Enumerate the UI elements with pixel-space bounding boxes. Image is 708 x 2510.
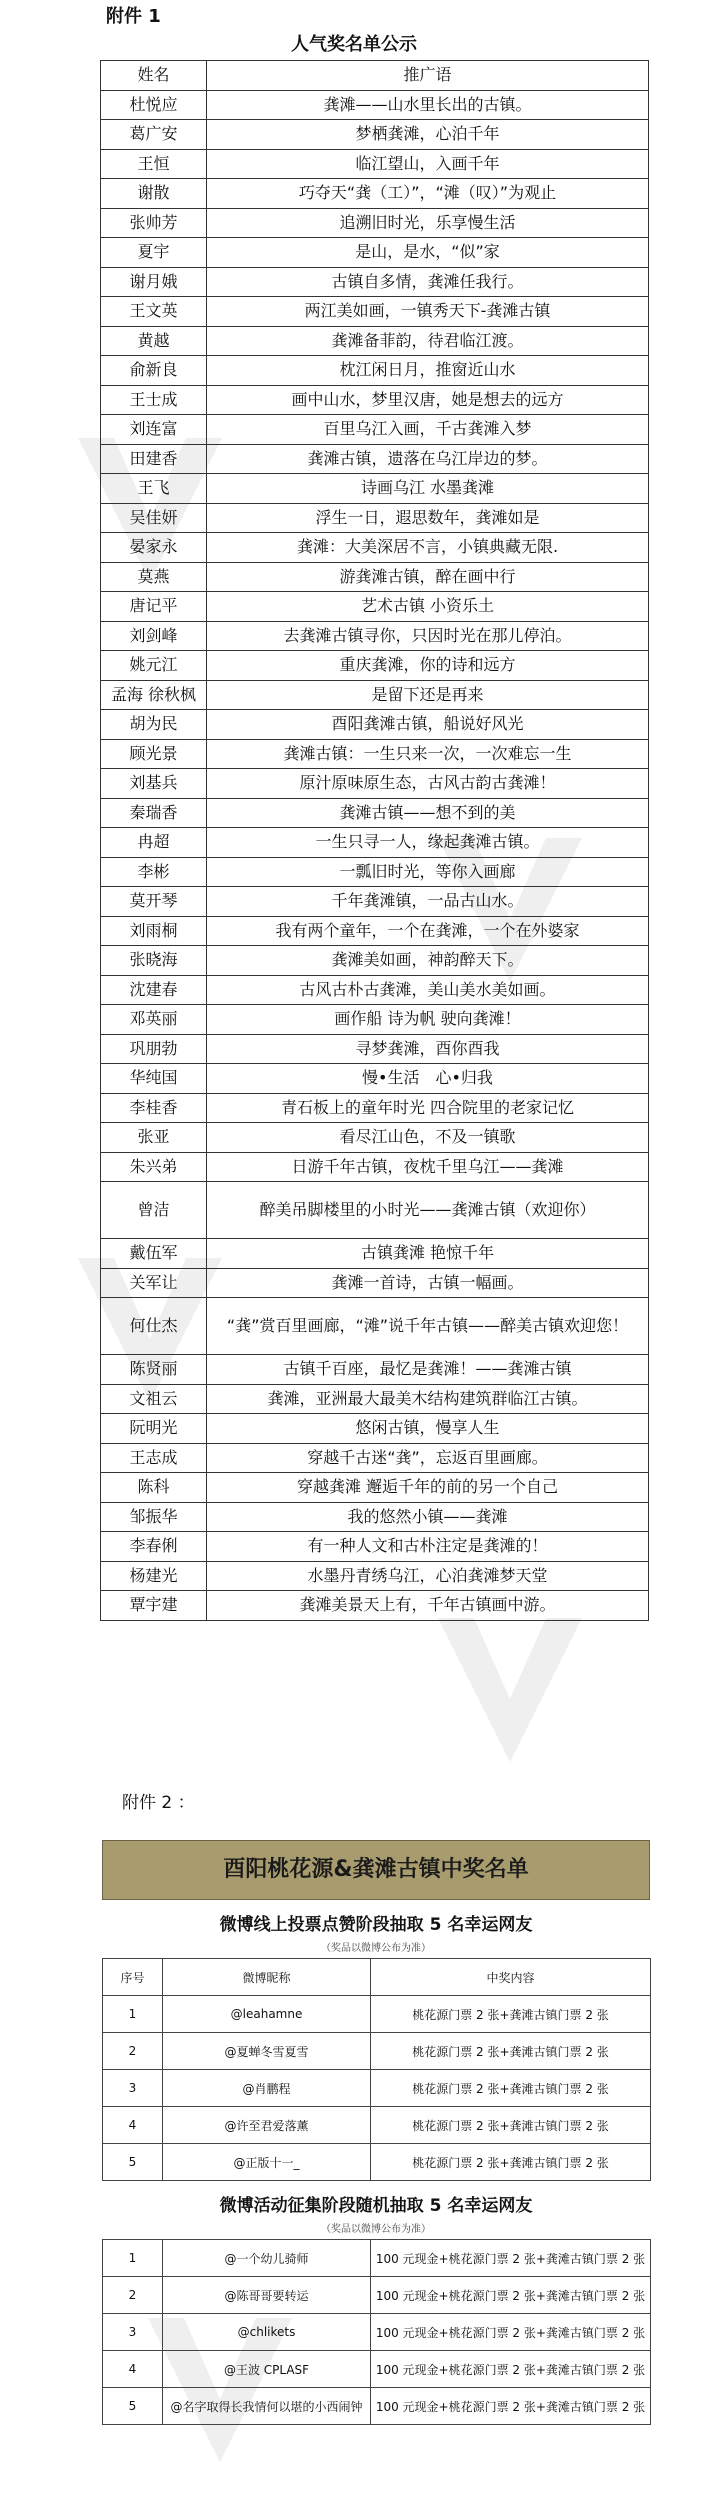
slogan-cell: 追溯旧时光，乐享慢生活 bbox=[207, 208, 649, 238]
table-row bbox=[101, 1005, 649, 1035]
slogan-cell: 枕江闲日月，推窗近山水 bbox=[207, 356, 649, 386]
slogan-cell: “龚”赏百里画廊，“滩”说千年古镇——醉美古镇欢迎您！ bbox=[207, 1298, 649, 1355]
section2-title: 微博活动征集阶段随机抽取 5 名幸运网友 bbox=[219, 2196, 533, 2216]
table-row bbox=[101, 562, 649, 592]
slogan-cell: 我的悠然小镇——龚滩 bbox=[207, 1502, 649, 1532]
table-row bbox=[103, 2144, 651, 2181]
slogan-cell: 日游千年古镇，夜枕千里乌江——龚滩 bbox=[207, 1152, 649, 1182]
table-row bbox=[103, 2314, 651, 2351]
slogan-cell: 去龚滩古镇寻你，只因时光在那儿停泊。 bbox=[207, 621, 649, 651]
name-cell: 葛广安 bbox=[101, 120, 207, 150]
table-row bbox=[101, 1473, 649, 1503]
slogan-cell: 一生只寻一人，缘起龚滩古镇。 bbox=[207, 828, 649, 858]
table-row bbox=[101, 385, 649, 415]
slogan-cell: 穿越龚滩 邂逅千年的前的另一个自己 bbox=[207, 1473, 649, 1503]
name-cell: 夏宇 bbox=[101, 238, 207, 268]
name-cell: 邹振华 bbox=[101, 1502, 207, 1532]
name-cell: 杨建光 bbox=[101, 1561, 207, 1591]
attachment1-label: 附件 1 bbox=[106, 6, 161, 27]
prize-cell: 桃花源门票 2 张+龚滩古镇门票 2 张 bbox=[371, 2107, 651, 2144]
name-cell: 文祖云 bbox=[101, 1384, 207, 1414]
section1-title: 微博线上投票点赞阶段抽取 5 名幸运网友 bbox=[219, 1915, 533, 1935]
slogan-column-header: 推广语 bbox=[207, 61, 649, 91]
slogan-cell: 龚滩：大美深居不言，小镇典藏无限. bbox=[207, 533, 649, 563]
nickname-cell: @正版十一_ bbox=[163, 2144, 371, 2181]
nickname-cell: @许至君爱落薰 bbox=[163, 2107, 371, 2144]
name-cell: 莫燕 bbox=[101, 562, 207, 592]
name-cell: 何仕杰 bbox=[101, 1298, 207, 1355]
watermark-logo-icon bbox=[420, 1600, 600, 1780]
slogan-cell: 龚滩古镇：一生只来一次，一次难忘一生 bbox=[207, 739, 649, 769]
slogan-cell: 古镇自多情，龚滩任我行。 bbox=[207, 267, 649, 297]
nickname-cell: @肖鹏程 bbox=[163, 2070, 371, 2107]
name-cell: 田建香 bbox=[101, 444, 207, 474]
name-cell: 王文英 bbox=[101, 297, 207, 327]
name-cell: 沈建春 bbox=[101, 975, 207, 1005]
number-cell: 1 bbox=[103, 2240, 163, 2277]
table-row bbox=[101, 1384, 649, 1414]
number-cell: 5 bbox=[103, 2144, 163, 2181]
section1-table bbox=[102, 1958, 651, 2181]
name-cell: 王恒 bbox=[101, 149, 207, 179]
name-cell: 俞新良 bbox=[101, 356, 207, 386]
table-row bbox=[101, 592, 649, 622]
table-row bbox=[101, 1502, 649, 1532]
slogan-cell: 龚滩备菲韵，待君临江渡。 bbox=[207, 326, 649, 356]
slogan-cell: 艺术古镇 小资乐土 bbox=[207, 592, 649, 622]
nickname-cell: @名字取得长我情何以堪的小西闹钟 bbox=[163, 2388, 371, 2425]
name-cell: 吴佳妍 bbox=[101, 503, 207, 533]
table-row bbox=[101, 739, 649, 769]
slogan-cell: 梦栖龚滩，心泊千年 bbox=[207, 120, 649, 150]
table-row bbox=[101, 798, 649, 828]
slogan-cell: 慢•生活 心•归我 bbox=[207, 1064, 649, 1094]
number-cell: 4 bbox=[103, 2351, 163, 2388]
table-row bbox=[101, 238, 649, 268]
prize-cell: 100 元现金+桃花源门票 2 张+龚滩古镇门票 2 张 bbox=[371, 2277, 651, 2314]
slogan-cell: 巧夺天“龚（工）”，“滩（叹）”为观止 bbox=[207, 179, 649, 209]
slogan-cell: 龚滩古镇，遗落在乌江岸边的梦。 bbox=[207, 444, 649, 474]
slogan-cell: 两江美如画，一镇秀天下-龚滩古镇 bbox=[207, 297, 649, 327]
table-row bbox=[101, 621, 649, 651]
table-row bbox=[101, 1239, 649, 1269]
table-row bbox=[101, 179, 649, 209]
slogan-cell: 青石板上的童年时光 四合院里的老家记忆 bbox=[207, 1093, 649, 1123]
table-row bbox=[101, 946, 649, 976]
prize-cell: 桃花源门票 2 张+龚滩古镇门票 2 张 bbox=[371, 2144, 651, 2181]
slogan-cell: 诗画乌江 水墨龚滩 bbox=[207, 474, 649, 504]
table-row bbox=[101, 1355, 649, 1385]
slogan-cell: 龚滩美景天上有，千年古镇画中游。 bbox=[207, 1591, 649, 1621]
slogan-cell: 千年龚滩镇，一品古山水。 bbox=[207, 887, 649, 917]
name-cell: 刘雨桐 bbox=[101, 916, 207, 946]
number-cell: 2 bbox=[103, 2033, 163, 2070]
table-row bbox=[103, 2070, 651, 2107]
slogan-cell: 是留下还是再来 bbox=[207, 680, 649, 710]
winners-list-panel bbox=[102, 1840, 650, 2425]
table-row bbox=[101, 1443, 649, 1473]
prize-cell: 100 元现金+桃花源门票 2 张+龚滩古镇门票 2 张 bbox=[371, 2240, 651, 2277]
table-row bbox=[103, 2388, 651, 2425]
slogan-cell: 龚滩美如画，神韵醉天下。 bbox=[207, 946, 649, 976]
name-cell: 秦瑞香 bbox=[101, 798, 207, 828]
name-cell: 李桂香 bbox=[101, 1093, 207, 1123]
name-cell: 邓英丽 bbox=[101, 1005, 207, 1035]
slogan-cell: 龚滩——山水里长出的古镇。 bbox=[207, 90, 649, 120]
name-cell: 胡为民 bbox=[101, 710, 207, 740]
nickname-cell: @leahamne bbox=[163, 1996, 371, 2033]
table-row bbox=[101, 1093, 649, 1123]
table-row bbox=[101, 680, 649, 710]
table-header-row bbox=[101, 61, 649, 91]
name-cell: 张亚 bbox=[101, 1123, 207, 1153]
name-cell: 黄越 bbox=[101, 326, 207, 356]
name-cell: 唐记平 bbox=[101, 592, 207, 622]
slogan-cell: 水墨丹青绣乌江，心泊龚滩梦天堂 bbox=[207, 1561, 649, 1591]
name-column-header: 姓名 bbox=[101, 61, 207, 91]
prize-cell: 100 元现金+桃花源门票 2 张+龚滩古镇门票 2 张 bbox=[371, 2351, 651, 2388]
section2-note: （奖品以微博公布为准） bbox=[321, 2224, 431, 2235]
slogan-cell: 游龚滩古镇，醉在画中行 bbox=[207, 562, 649, 592]
table-row bbox=[103, 2107, 651, 2144]
name-cell: 戴伍军 bbox=[101, 1239, 207, 1269]
table-row bbox=[101, 90, 649, 120]
table-row bbox=[101, 1064, 649, 1094]
name-cell: 关军让 bbox=[101, 1268, 207, 1298]
slogan-cell: 悠闲古镇，慢享人生 bbox=[207, 1414, 649, 1444]
table-row bbox=[101, 1591, 649, 1621]
number-cell: 5 bbox=[103, 2388, 163, 2425]
name-cell: 刘连富 bbox=[101, 415, 207, 445]
table-row bbox=[101, 1123, 649, 1153]
nickname-cell: @chlikets bbox=[163, 2314, 371, 2351]
name-cell: 晏家永 bbox=[101, 533, 207, 563]
slogan-cell: 龚滩，亚洲最大最美木结构建筑群临江古镇。 bbox=[207, 1384, 649, 1414]
attachment2-label: 附件 2 ： bbox=[122, 1793, 195, 1813]
table-row bbox=[103, 2277, 651, 2314]
name-cell: 刘基兵 bbox=[101, 769, 207, 799]
popularity-award-title: 人气奖名单公示 bbox=[291, 34, 417, 55]
slogan-cell: 浮生一日，遐思数年，龚滩如是 bbox=[207, 503, 649, 533]
slogan-cell: 百里乌江入画，千古龚滩入梦 bbox=[207, 415, 649, 445]
table-row bbox=[101, 828, 649, 858]
table-row bbox=[101, 916, 649, 946]
slogan-cell: 古镇龚滩 艳惊千年 bbox=[207, 1239, 649, 1269]
name-cell: 李彬 bbox=[101, 857, 207, 887]
slogan-cell: 醉美吊脚楼里的小时光——龚滩古镇（欢迎你） bbox=[207, 1182, 649, 1239]
number-column-header: 序号 bbox=[103, 1959, 163, 1996]
prize-cell: 桃花源门票 2 张+龚滩古镇门票 2 张 bbox=[371, 1996, 651, 2033]
table-row bbox=[103, 1996, 651, 2033]
number-cell: 3 bbox=[103, 2314, 163, 2351]
table-row bbox=[101, 474, 649, 504]
table-row bbox=[101, 208, 649, 238]
section2-rows bbox=[103, 2240, 651, 2425]
nickname-cell: @王波 CPLASF bbox=[163, 2351, 371, 2388]
prize-cell: 桃花源门票 2 张+龚滩古镇门票 2 张 bbox=[371, 2070, 651, 2107]
name-cell: 刘剑峰 bbox=[101, 621, 207, 651]
name-cell: 华纯国 bbox=[101, 1064, 207, 1094]
slogan-cell: 古风古朴古龚滩，美山美水美如画。 bbox=[207, 975, 649, 1005]
nickname-cell: @陈哥哥要转运 bbox=[163, 2277, 371, 2314]
slogan-cell: 穿越千古迷“龚”，忘返百里画廊。 bbox=[207, 1443, 649, 1473]
name-cell: 李春俐 bbox=[101, 1532, 207, 1562]
slogan-cell: 酉阳龚滩古镇，船说好风光 bbox=[207, 710, 649, 740]
slogan-cell: 是山，是水，“似”家 bbox=[207, 238, 649, 268]
section1-rows bbox=[103, 1996, 651, 2181]
name-cell: 张帅芳 bbox=[101, 208, 207, 238]
slogan-cell: 龚滩一首诗，古镇一幅画。 bbox=[207, 1268, 649, 1298]
slogan-cell: 临江望山，入画千年 bbox=[207, 149, 649, 179]
name-cell: 莫开琴 bbox=[101, 887, 207, 917]
table-row bbox=[101, 533, 649, 563]
table-row bbox=[101, 297, 649, 327]
slogan-cell: 龚滩古镇——想不到的美 bbox=[207, 798, 649, 828]
slogan-cell: 画作船 诗为帆 驶向龚滩！ bbox=[207, 1005, 649, 1035]
name-cell: 巩朋勃 bbox=[101, 1034, 207, 1064]
section1-note: （奖品以微博公布为准） bbox=[321, 1943, 431, 1954]
table-row bbox=[101, 267, 649, 297]
table-row bbox=[103, 2351, 651, 2388]
table-row bbox=[101, 1561, 649, 1591]
name-cell: 杜悦应 bbox=[101, 90, 207, 120]
number-cell: 3 bbox=[103, 2070, 163, 2107]
table-row bbox=[101, 887, 649, 917]
number-cell: 4 bbox=[103, 2107, 163, 2144]
name-cell: 朱兴弟 bbox=[101, 1152, 207, 1182]
table-row bbox=[103, 2240, 651, 2277]
table-row bbox=[101, 1532, 649, 1562]
prize-cell: 100 元现金+桃花源门票 2 张+龚滩古镇门票 2 张 bbox=[371, 2388, 651, 2425]
table-row bbox=[101, 769, 649, 799]
name-cell: 顾光景 bbox=[101, 739, 207, 769]
name-cell: 姚元江 bbox=[101, 651, 207, 681]
table-row bbox=[101, 1298, 649, 1355]
slogan-cell: 古镇千百座，最忆是龚滩！——龚滩古镇 bbox=[207, 1355, 649, 1385]
table-row bbox=[101, 444, 649, 474]
table-row bbox=[101, 857, 649, 887]
name-cell: 王志成 bbox=[101, 1443, 207, 1473]
slogan-cell: 画中山水，梦里汉唐，她是想去的远方 bbox=[207, 385, 649, 415]
table-row bbox=[101, 326, 649, 356]
slogan-cell: 有一种人文和古朴注定是龚滩的！ bbox=[207, 1532, 649, 1562]
slogan-cell: 原汁原味原生态，古风古韵古龚滩！ bbox=[207, 769, 649, 799]
section2-table bbox=[102, 2239, 651, 2425]
popularity-award-table bbox=[100, 60, 649, 1621]
table-row bbox=[103, 2033, 651, 2070]
table-row bbox=[101, 120, 649, 150]
table-row bbox=[101, 1268, 649, 1298]
popularity-award-rows bbox=[101, 90, 649, 1620]
name-cell: 冉超 bbox=[101, 828, 207, 858]
table-row bbox=[101, 149, 649, 179]
name-cell: 张晓海 bbox=[101, 946, 207, 976]
prize-cell: 桃花源门票 2 张+龚滩古镇门票 2 张 bbox=[371, 2033, 651, 2070]
table-header-row bbox=[103, 1959, 651, 1996]
slogan-cell: 看尽江山色，不及一镇歌 bbox=[207, 1123, 649, 1153]
name-cell: 覃宇建 bbox=[101, 1591, 207, 1621]
table-row bbox=[101, 415, 649, 445]
table-row bbox=[101, 651, 649, 681]
nickname-column-header: 微博昵称 bbox=[163, 1959, 371, 1996]
name-cell: 谢月娥 bbox=[101, 267, 207, 297]
table-row bbox=[101, 710, 649, 740]
table-row bbox=[101, 975, 649, 1005]
table-row bbox=[101, 1034, 649, 1064]
name-cell: 陈贤丽 bbox=[101, 1355, 207, 1385]
number-cell: 2 bbox=[103, 2277, 163, 2314]
nickname-cell: @夏蝉冬雪夏雪 bbox=[163, 2033, 371, 2070]
table-row bbox=[101, 503, 649, 533]
slogan-cell: 寻梦龚滩，酉你酉我 bbox=[207, 1034, 649, 1064]
table-row bbox=[101, 1414, 649, 1444]
winners-banner: 酉阳桃花源&龚滩古镇中奖名单 bbox=[102, 1840, 650, 1900]
number-cell: 1 bbox=[103, 1996, 163, 2033]
slogan-cell: 一瓢旧时光，等你入画廊 bbox=[207, 857, 649, 887]
nickname-cell: @一个幼儿骑师 bbox=[163, 2240, 371, 2277]
name-cell: 孟海 徐秋枫 bbox=[101, 680, 207, 710]
table-row bbox=[101, 1152, 649, 1182]
name-cell: 曾洁 bbox=[101, 1182, 207, 1239]
name-cell: 阮明光 bbox=[101, 1414, 207, 1444]
table-row bbox=[101, 1182, 649, 1239]
name-cell: 陈科 bbox=[101, 1473, 207, 1503]
name-cell: 王士成 bbox=[101, 385, 207, 415]
prize-column-header: 中奖内容 bbox=[371, 1959, 651, 1996]
slogan-cell: 我有两个童年，一个在龚滩，一个在外婆家 bbox=[207, 916, 649, 946]
name-cell: 王飞 bbox=[101, 474, 207, 504]
slogan-cell: 重庆龚滩，你的诗和远方 bbox=[207, 651, 649, 681]
table-row bbox=[101, 356, 649, 386]
prize-cell: 100 元现金+桃花源门票 2 张+龚滩古镇门票 2 张 bbox=[371, 2314, 651, 2351]
name-cell: 谢散 bbox=[101, 179, 207, 209]
